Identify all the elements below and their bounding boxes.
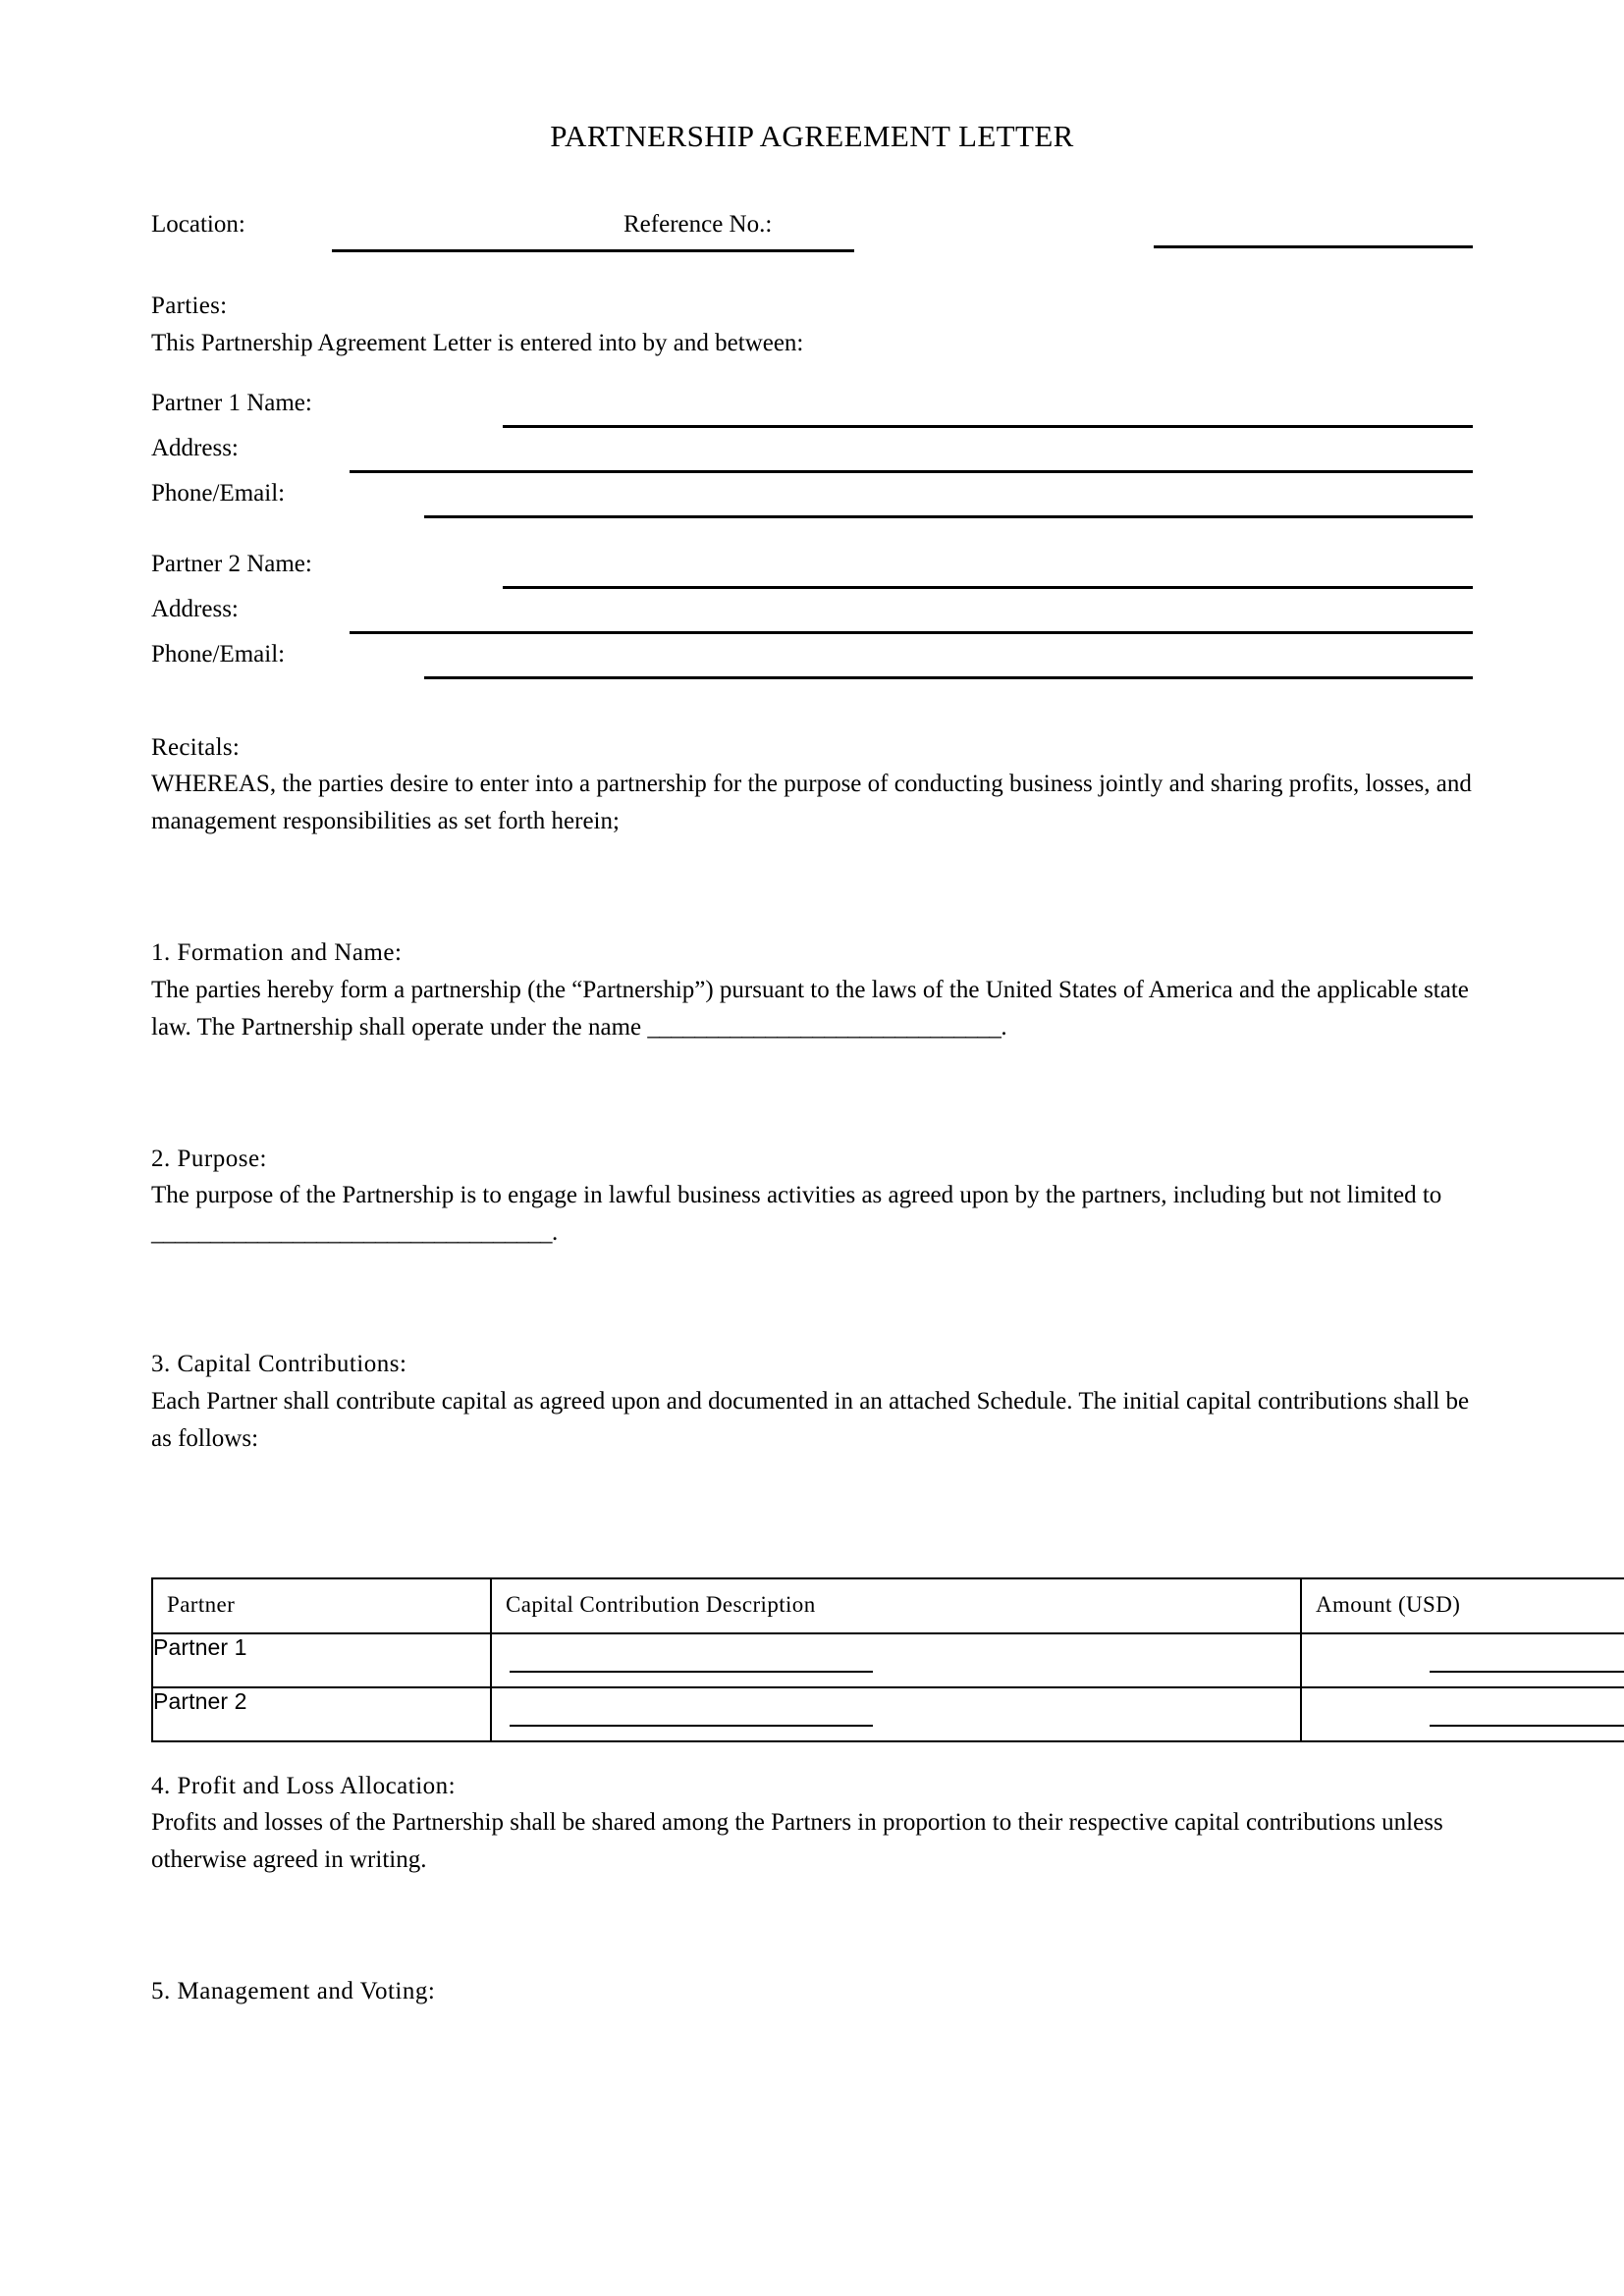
section-purpose-text-after: . — [552, 1219, 559, 1247]
amount-input-rule-2[interactable] — [1430, 1725, 1624, 1727]
section-capital-heading: 3. Capital Contributions: — [151, 1351, 407, 1378]
recitals-heading: Recitals: — [151, 733, 241, 761]
section-formation-text-before: The parties hereby form a partnership (the “Partnership”) pursuant to the laws of the United States of America and the applicable state law. The Partnership shall operate under the name — [151, 976, 1469, 1041]
partner1-name-row — [151, 388, 1473, 433]
section-profit-loss-heading: 4. Profit and Loss Allocation: — [151, 1772, 457, 1799]
amount-input-rule-1[interactable] — [1430, 1671, 1624, 1673]
header-fields-row — [151, 211, 1473, 262]
parties-intro: This Partnership Agreement Letter is entered into by and between: — [151, 329, 804, 356]
partner1-contact-row — [151, 478, 1473, 523]
document-body — [151, 0, 1473, 2010]
partner2-name-label: Partner 2 Name: — [151, 550, 312, 577]
section-purpose-body — [151, 1177, 1473, 1252]
description-input-rule-2[interactable] — [510, 1725, 873, 1727]
capital-contribution-table — [151, 1577, 1624, 1742]
partner1-name-label: Partner 1 Name: — [151, 389, 312, 416]
reference-number-label: Reference No.: — [623, 211, 773, 239]
partner2-address-label: Address: — [151, 595, 239, 622]
partner2-contact-row — [151, 639, 1473, 684]
page-title: PARTNERSHIP AGREEMENT LETTER — [550, 119, 1074, 153]
partner1-contact-label: Phone/Email: — [151, 479, 286, 507]
column-header-partner: Partner — [152, 1578, 491, 1633]
partner2-address-row — [151, 594, 1473, 639]
partner2-name-input-rule[interactable] — [503, 586, 1473, 589]
partner1-name-input-rule[interactable] — [503, 425, 1473, 428]
partnership-name-blank[interactable]: ______________________________ — [647, 1013, 1001, 1041]
cell-description-2[interactable] — [491, 1687, 1301, 1741]
partner1-address-row — [151, 433, 1473, 478]
reference-number-input-rule[interactable] — [1154, 245, 1473, 248]
section-management-heading: 5. Management and Voting: — [151, 1978, 436, 2005]
partner2-address-input-rule[interactable] — [350, 631, 1473, 634]
section-formation-body — [151, 972, 1473, 1046]
description-input-rule-1[interactable] — [510, 1671, 873, 1673]
purpose-activities-blank[interactable]: __________________________________ — [151, 1219, 552, 1247]
recitals-body: WHEREAS, the parties desire to enter into a partnership for the purpose of conducting business jointly and sharing profits, losses, and management responsibilities as set forth herein; — [151, 771, 1472, 835]
section-formation-heading: 1. Formation and Name: — [151, 939, 403, 967]
capital-contribution-table-wrap — [151, 1577, 1624, 1742]
location-label: Location: — [151, 211, 245, 239]
section-formation-text-after: . — [1001, 1013, 1007, 1041]
partner1-address-label: Address: — [151, 434, 239, 461]
table-row — [152, 1633, 1624, 1687]
partner2-contact-input-rule[interactable] — [424, 676, 1473, 679]
column-header-amount: Amount (USD) — [1301, 1578, 1624, 1633]
cell-partner-1: Partner 1 — [152, 1633, 491, 1687]
section-capital-body: Each Partner shall contribute capital as agreed upon and documented in an attached Schedule. The initial capital contributions shall be as follows: — [151, 1387, 1470, 1452]
section-purpose-heading: 2. Purpose: — [151, 1145, 267, 1172]
cell-amount-2[interactable] — [1301, 1687, 1624, 1741]
section-purpose-text-before: The purpose of the Partnership is to engage in lawful business activities as agreed upon by the partners, including but not limited to — [151, 1182, 1442, 1209]
location-input-rule[interactable] — [332, 249, 854, 252]
column-header-description: Capital Contribution Description — [491, 1578, 1301, 1633]
cell-description-1[interactable] — [491, 1633, 1301, 1687]
partner1-address-input-rule[interactable] — [350, 470, 1473, 473]
partner1-contact-input-rule[interactable] — [424, 515, 1473, 518]
cell-amount-1[interactable] — [1301, 1633, 1624, 1687]
section-profit-loss-body: Profits and losses of the Partnership shall be shared among the Partners in proportion to their respective capital contributions unless otherwise agreed in writing. — [151, 1809, 1443, 1874]
partner2-name-row — [151, 549, 1473, 594]
cell-partner-2: Partner 2 — [152, 1687, 491, 1741]
partner2-contact-label: Phone/Email: — [151, 640, 286, 667]
table-row — [152, 1687, 1624, 1741]
parties-heading: Parties: — [151, 293, 228, 320]
table-header-row — [152, 1578, 1624, 1633]
